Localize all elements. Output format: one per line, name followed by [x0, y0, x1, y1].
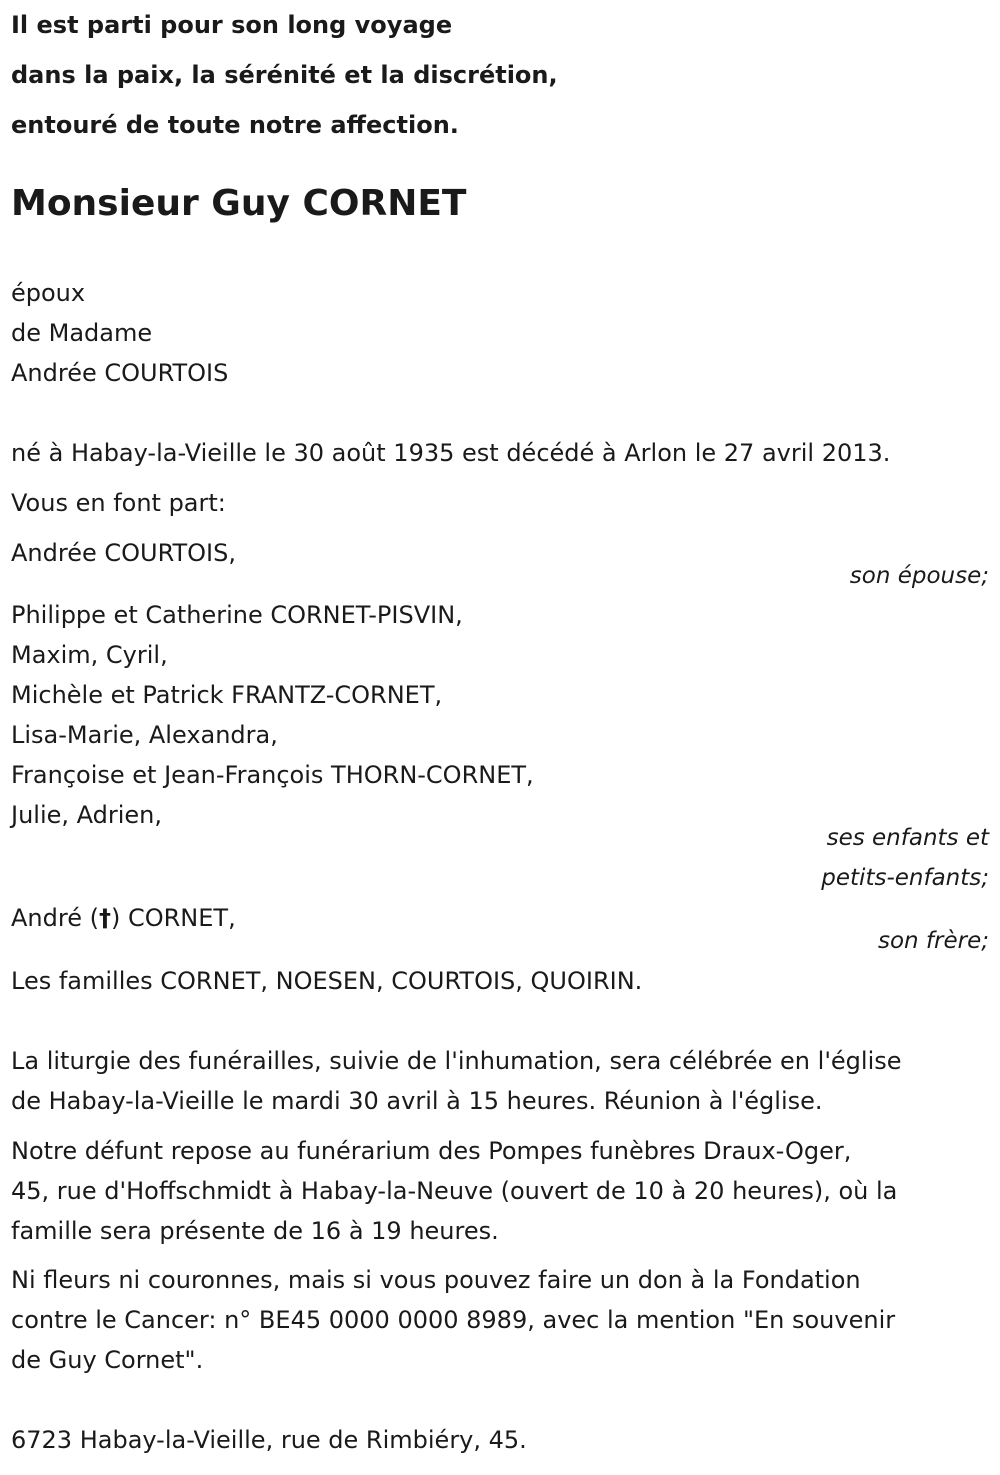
- brother-role: son frère;: [877, 928, 989, 954]
- families-line: Les familles CORNET, NOESEN, COURTOIS, QUOIRIN.: [11, 967, 643, 995]
- spouse-name: Andrée COURTOIS,: [11, 539, 236, 567]
- child-line-6: Julie, Adrien,: [11, 801, 163, 829]
- liturgy-line-1: La liturgie des funérailles, suivie de l'inhumation, sera célébrée en l'église: [11, 1047, 902, 1075]
- donation-line-1: Ni fleurs ni couronnes, mais si vous pouvez faire un don à la Fondation: [11, 1266, 861, 1294]
- announce-line: Vous en font part:: [11, 489, 226, 517]
- children-role-line-1: ses enfants et: [826, 825, 989, 851]
- intro-line-1: Il est parti pour son long voyage: [11, 11, 453, 39]
- funerarium-line-3: famille sera présente de 16 à 19 heures.: [11, 1217, 499, 1245]
- brother-suffix: ) CORNET,: [110, 904, 236, 932]
- spouse-line-3: Andrée COURTOIS: [11, 359, 229, 387]
- funerarium-line-2: 45, rue d'Hoffschmidt à Habay-la-Neuve (ouvert de 10 à 20 heures), où la: [11, 1177, 898, 1205]
- deceased-name: Monsieur Guy CORNET: [11, 183, 467, 224]
- brother-line: [11, 903, 236, 933]
- donation-line-2: contre le Cancer: n° BE45 0000 0000 8989, avec la mention "En souvenir: [11, 1306, 896, 1334]
- funerarium-line-1: Notre défunt repose au funérarium des Pompes funèbres Draux-Oger,: [11, 1137, 852, 1165]
- cross-icon: †: [98, 904, 111, 932]
- child-line-4: Lisa-Marie, Alexandra,: [11, 721, 278, 749]
- intro-line-2: dans la paix, la sérénité et la discrétion,: [11, 61, 558, 89]
- address-line: 6723 Habay-la-Vieille, rue de Rimbiéry, 45.: [11, 1426, 527, 1454]
- liturgy-line-2: de Habay-la-Vieille le mardi 30 avril à 15 heures. Réunion à l'église.: [11, 1087, 823, 1115]
- child-line-3: Michèle et Patrick FRANTZ-CORNET,: [11, 681, 443, 709]
- children-role-line-2: petits-enfants;: [821, 865, 989, 891]
- child-line-1: Philippe et Catherine CORNET-PISVIN,: [11, 601, 463, 629]
- child-line-5: Françoise et Jean-François THORN-CORNET,: [11, 761, 534, 789]
- intro-line-3: entouré de toute notre affection.: [11, 111, 459, 139]
- brother-prefix: André (: [11, 904, 99, 932]
- spouse-role: son épouse;: [849, 563, 989, 589]
- donation-line-3: de Guy Cornet".: [11, 1346, 204, 1374]
- birth-death-line: né à Habay-la-Vieille le 30 août 1935 est décédé à Arlon le 27 avril 2013.: [11, 439, 891, 467]
- spouse-line-1: époux: [11, 279, 86, 307]
- child-line-2: Maxim, Cyril,: [11, 641, 168, 669]
- spouse-line-2: de Madame: [11, 319, 153, 347]
